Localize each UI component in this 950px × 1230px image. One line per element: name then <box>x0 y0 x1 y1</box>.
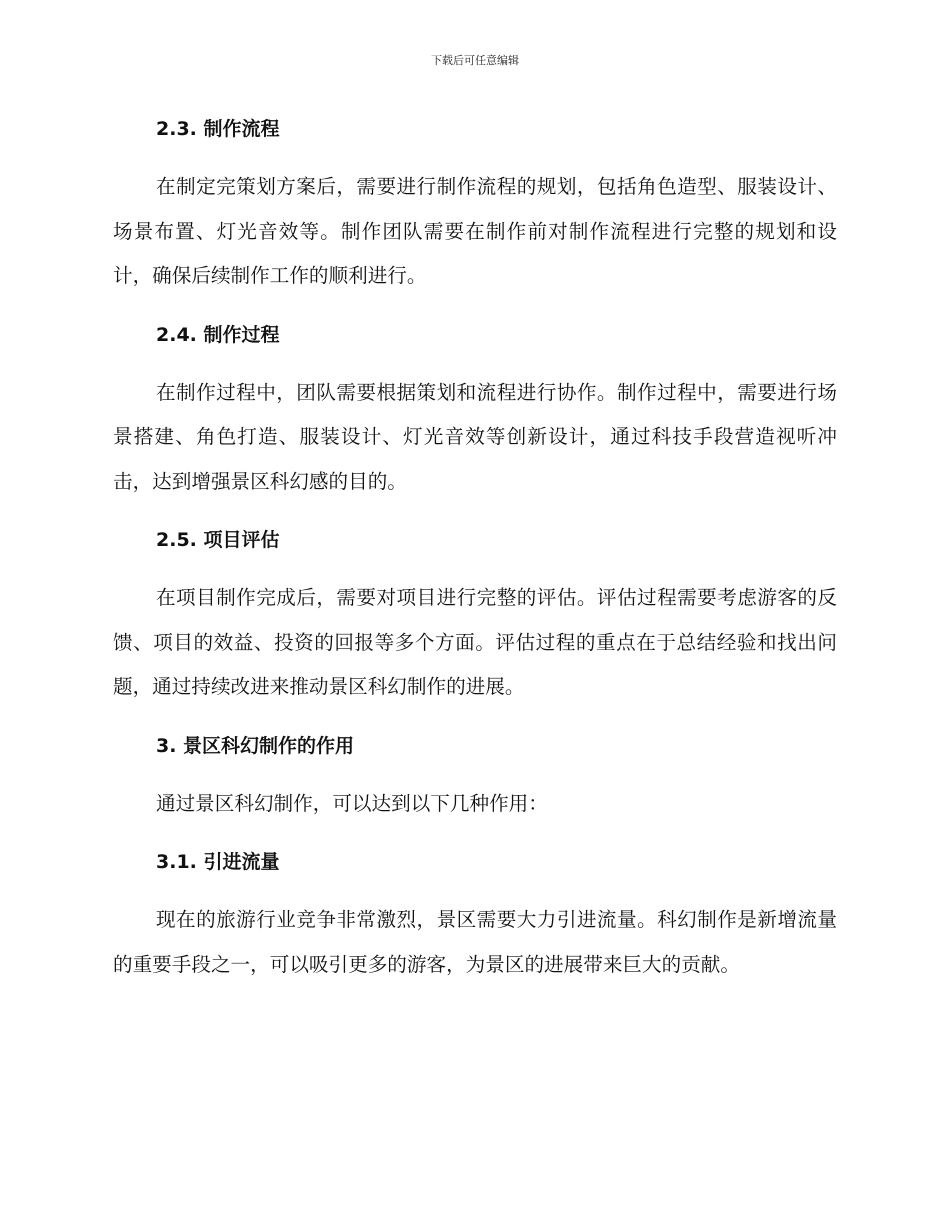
section-heading-2-5: 2.5. 项目评估 <box>156 529 280 551</box>
page-header: 下载后可任意编辑 <box>431 54 519 67</box>
section-heading-3-1: 3.1. 引进流量 <box>156 851 280 873</box>
paragraph-production-process: 在制作过程中，团队需要根据策划和流程进行协作。制作过程中，需要进行场景搭建、角色打造、服装设计、灯光音效等创新设计，通过科技手段营造视听冲击，达到增强景区科幻感的目的。 <box>113 380 837 493</box>
paragraph-production-flow: 在制定完策划方案后，需要进行制作流程的规划，包括角色造型、服装设计、场景布置、灯光音效等。制作团队需要在制作前对制作流程进行完整的规划和设计，确保后续制作工作的顺利进行。 <box>113 175 837 287</box>
section-heading-2-3: 2.3. 制作流程 <box>156 118 280 140</box>
paragraph-project-evaluation: 在项目制作完成后，需要对项目进行完整的评估。评估过程需要考虑游客的反馈、项目的效益、投资的回报等多个方面。评估过程的重点在于总结经验和找出问题，通过持续改进来推动景区科幻制作的进展。 <box>113 586 837 698</box>
section-heading-3: 3. 景区科幻制作的作用 <box>156 734 355 757</box>
section-heading-2-4: 2.4. 制作过程 <box>156 323 280 346</box>
paragraph-attract-traffic: 现在的旅游行业竞争非常激烈，景区需要大力引进流量。科幻制作是新增流量的重要手段之一，可以吸引更多的游客，为景区的进展带来巨大的贡献。 <box>113 908 837 976</box>
document-body <box>113 107 837 987</box>
paragraph-effects-intro: 通过景区科幻制作，可以达到以下几种作用： <box>156 791 548 815</box>
